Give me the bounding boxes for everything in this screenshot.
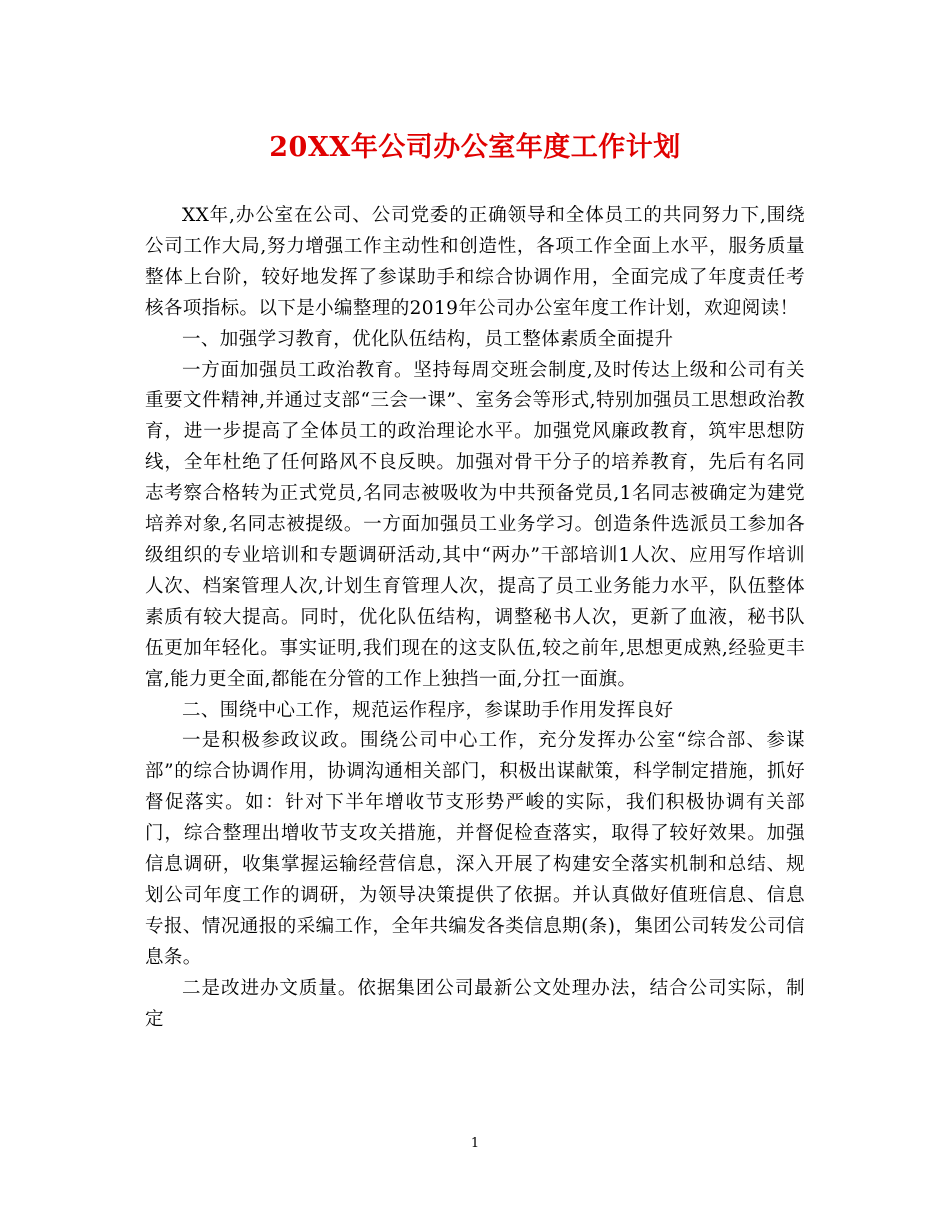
body-paragraph: 一方面加强员工政治教育。坚持每周交班会制度,及时传达上级和公司有关重要文件精神,并通过支部“三会一课”、室务会等形式,特别加强员工思想政治教育，进一步提高了全体员工的政治理论水平。加强党风廉政教育，筑牢思想防线，全年杜绝了任何路风不良反映。加强对骨干分子的培养教育，先后有名同志考察合格转为正式党员,名同志被吸收为中共预备党员,1名同志被确定为建党培养对象,名同志被提级。一方面加强员工业务学习。创造条件选派员工参加各级组织的专业培训和专题调研活动,其中“两办”干部培训1人次、应用写作培训人次、档案管理人次,计划生育管理人次，提高了员工业务能力水平，队伍整体素质有较大提高。同时，优化队伍结构，调整秘书人次，更新了血液，秘书队伍更加年轻化。事实证明,我们现在的这支队伍,较之前年,思想更成熟,经验更丰富,能力更全面,都能在分管的工作上独挡一面,分扛一面旗。 bbox=[145, 359, 805, 690]
body-paragraph: XX年,办公室在公司、公司党委的正确领导和全体员工的共同努力下,围绕公司工作大局,努力增强工作主动性和创造性，各项工作全面上水平，服务质量整体上台阶，较好地发挥了参谋助手和综合协调作用，全面完成了年度责任考核各项指标。以下是小编整理的2019年公司办公室年度工作计划，欢迎阅读！ bbox=[145, 205, 805, 319]
body-paragraph: 一是积极参政议政。围绕公司中心工作，充分发挥办公室“综合部、参谋部”的综合协调作用，协调沟通相关部门，积极出谋献策，科学制定措施，抓好督促落实。如：针对下半年增收节支形势严峻的实际，我们积极协调有关部门，综合整理出增收节支攻关措施，并督促检查落实，取得了较好效果。加强信息调研，收集掌握运输经营信息，深入开展了构建安全落实机制和总结、规划公司年度工作的调研，为领导决策提供了依据。并认真做好值班信息、信息专报、情况通报的采编工作，全年共编发各类信息期(条)，集团公司转发公司信息条。 bbox=[145, 730, 805, 968]
section-heading: 一、加强学习教育，优化队伍结构，员工整体素质全面提升 bbox=[182, 328, 674, 350]
page-number: 1 bbox=[470, 1136, 480, 1151]
page-title: 20XX年公司办公室年度工作计划 bbox=[269, 132, 681, 163]
body-paragraph: 二是改进办文质量。依据集团公司最新公文处理办法，结合公司实际，制定 bbox=[145, 977, 805, 1030]
section-heading: 二、围绕中心工作，规范运作程序，参谋助手作用发挥良好 bbox=[182, 699, 674, 721]
document-body bbox=[145, 201, 805, 1035]
